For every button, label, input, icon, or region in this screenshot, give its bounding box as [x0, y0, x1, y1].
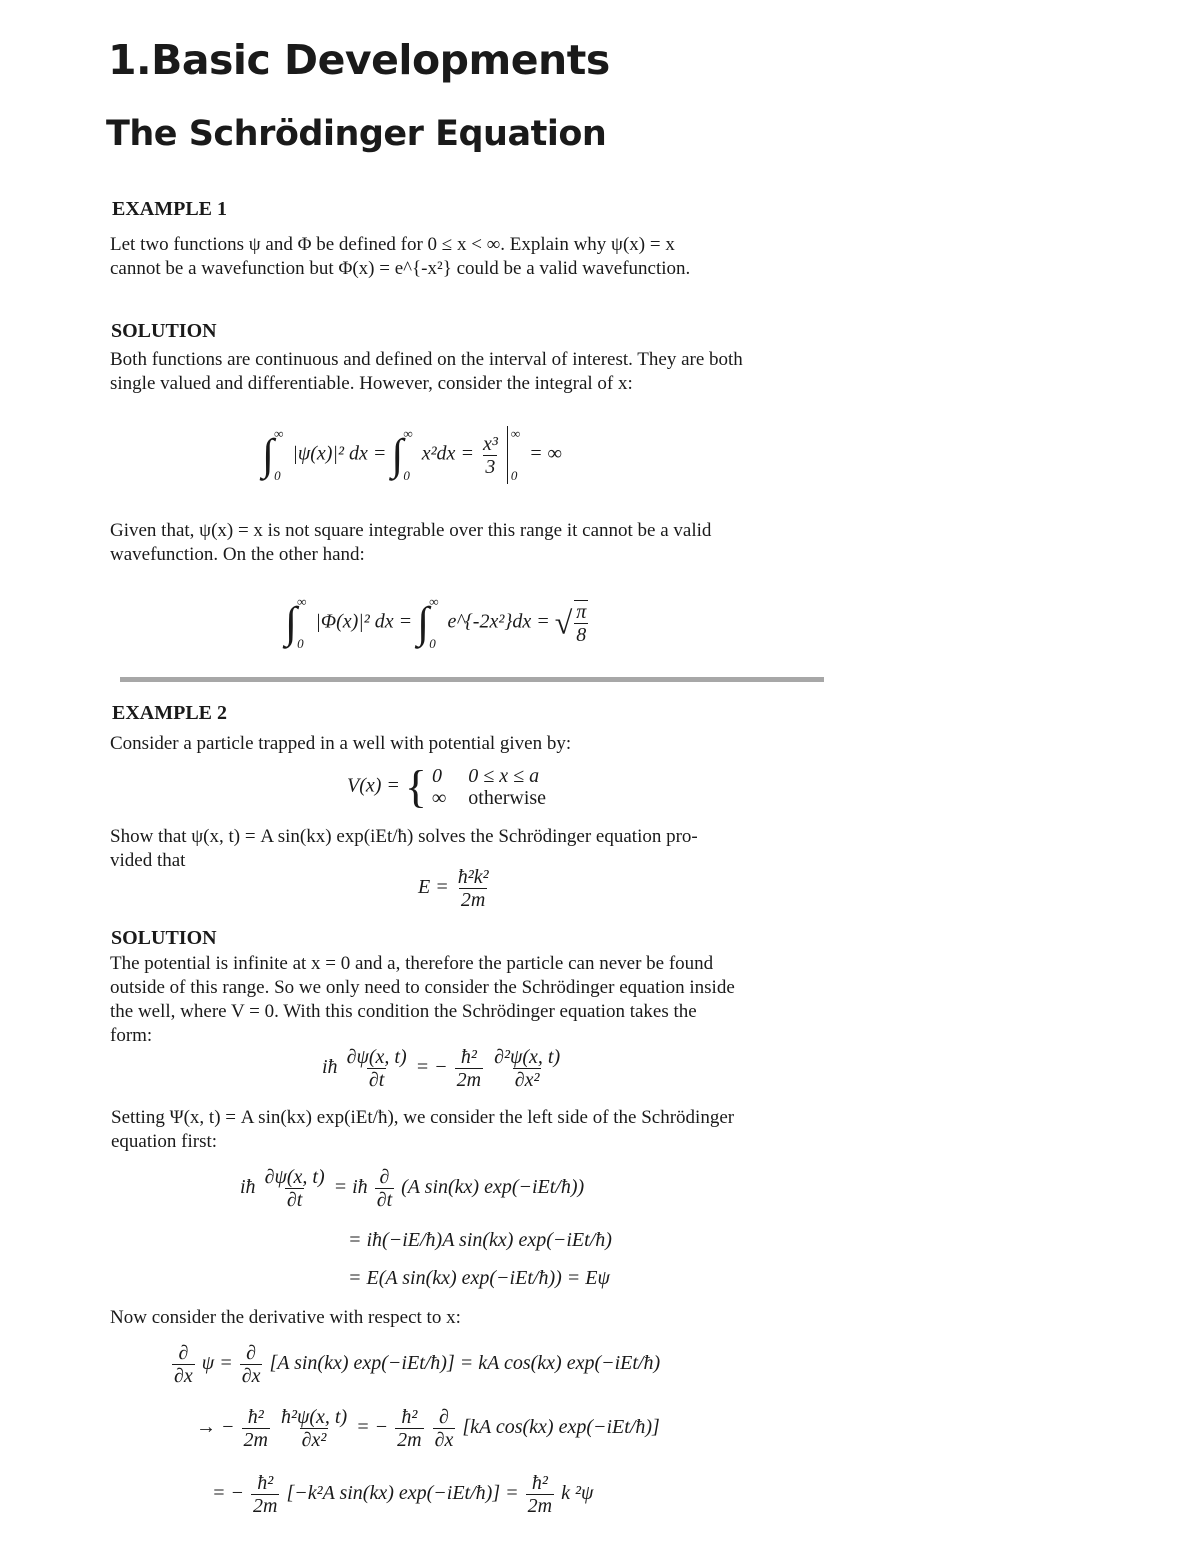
example-1-given-text: Given that, ψ(x) = x is not square integrable over this range it cannot be a valid wavefunction. On the other hand:: [110, 520, 712, 565]
equation-energy: E = $\frac{\text{ħ²k²}}{2m}$: [418, 866, 489, 911]
example-1-label: EXAMPLE 1: [112, 198, 227, 220]
derivative-line-3: = − $\frac{\text{ħ²}}{2m}$ [−k²A sin(kx) exp(−iEt/ħ)] = $\frac{\text{ħ²}}{2m}$ k ²ψ: [212, 1472, 594, 1517]
equation-potential: V(x) = { 0 0 ≤ x ≤ a ∞ otherwise: [347, 761, 547, 812]
example-2-now-text: Now consider the derivative with respect to x:: [110, 1307, 461, 1328]
derivative-line-2: → − $\frac{\text{ħ²}}{2m}$ $\frac{\text{ħ²ψ(x, t)}}{\text{∂x²}}$ = − $\frac{\text{ħ²}}{2m}$ $\frac{\partial}{\partial x}$ [kA cos(kx) exp(−iEt/ħ)]: [196, 1406, 660, 1451]
example-2-label: EXAMPLE 2: [112, 702, 227, 724]
example-2-solution-label: SOLUTION: [111, 927, 217, 949]
example-1-solution-label: SOLUTION: [111, 320, 217, 342]
example-2-setting-text: Setting Ψ(x, t) = A sin(kx) exp(iEt/ħ), we consider the left side of the Schrödinger equation first:: [111, 1107, 735, 1152]
equation-integral-psi: ∫ ∞ 0 |ψ(x)|² dx = ∫ ∞ 0 x²dx = $\frac{\text{x³}}{3}$ ∞ 0 = ∞: [262, 426, 562, 483]
derivative-line-1: $\frac{\partial}{\partial x}$ ψ = $\frac{\partial}{\partial x}$ [A sin(kx) exp(−iEt/ħ)] = kA cos(kx) exp(−iEt/ħ): [174, 1342, 661, 1387]
example-2-solution-text: The potential is infinite at x = 0 and a, therefore the particle can never be found outside of this range. So we only need to consider the Schrödinger equation inside the well, where V = 0. With this condition the Schrödinger equation takes the form:: [110, 953, 735, 1046]
derivation-line-2: = iħ(−iE/ħ)A sin(kx) exp(−iEt/ħ): [348, 1229, 612, 1251]
example-2-show-text: Show that ψ(x, t) = A sin(kx) exp(iEt/ħ) solves the Schrödinger equation pro- vided that: [110, 826, 698, 871]
chapter-title: 1.Basic Developments: [108, 36, 610, 84]
example-1-solution-text: Both functions are continuous and defined on the interval of interest. They are both single valued and differentiable. However, consider the integral of x:: [110, 349, 743, 394]
section-divider: [120, 677, 824, 682]
equation-schrodinger: iħ $\frac{\partial\psi(x, t)}{\partial t}$ = − $\frac{\text{ħ²}}{2m}$ $\frac{\text{∂²ψ(x, t)}}{\text{∂x²}}$: [322, 1046, 561, 1091]
equation-integral-phi: ∫ ∞ 0 |Φ(x)|² dx = ∫ ∞ 0 e^{-2x²}dx = √ $\frac{\pi}{8}$: [285, 594, 587, 651]
example-2-intro: Consider a particle trapped in a well with potential given by:: [110, 733, 572, 754]
derivation-line-1: iħ $\frac{\partial\psi(x, t)}{\partial t}$ = iħ $\frac{\partial}{\partial t}$ (A sin(kx) exp(−iEt/ħ)): [240, 1166, 585, 1211]
section-title: The Schrödinger Equation: [106, 114, 607, 154]
derivation-line-3: = E(A sin(kx) exp(−iEt/ħ)) = Eψ: [348, 1267, 610, 1289]
example-1-text: Let two functions ψ and Φ be defined for 0 ≤ x < ∞. Explain why ψ(x) = x cannot be a wavefunction but Φ(x) = e^{-x²} could be a valid wavefunction.: [110, 234, 691, 279]
